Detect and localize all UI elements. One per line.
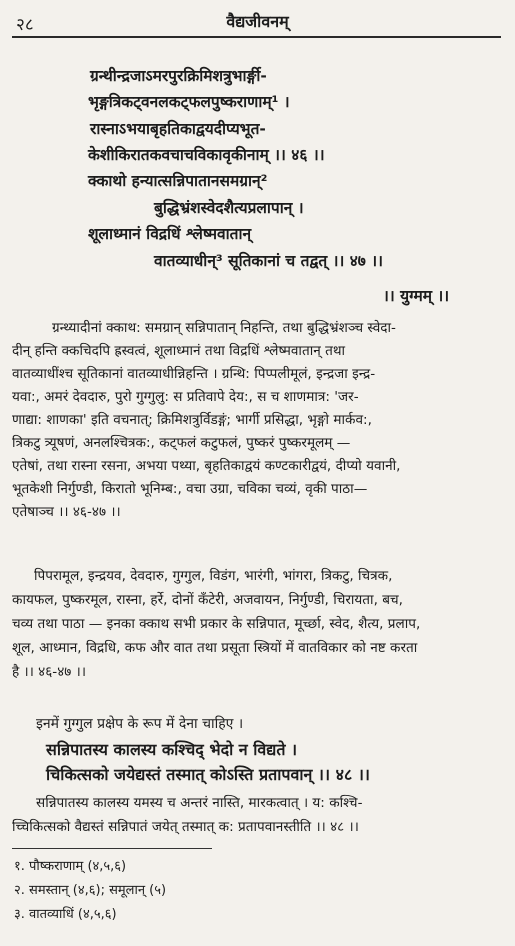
footnote: २. समस्तान् (४,६); समूलान् (५) xyxy=(14,883,167,898)
verse-line: चिकित्सको जयेद्यस्तं तस्मात् कोऽस्ति प्रतापवान् ।। ४८ ।। xyxy=(46,765,370,784)
note-line: इनमें गुग्गुल प्रक्षेप के रूप में देना चाहिए । xyxy=(36,716,244,732)
hindi-line: शूल, आध्मान, विद्रधि, कफ और वात तथा प्रसूता स्त्रियों में वातविकार को नष्ट करता xyxy=(12,640,418,656)
header-rule xyxy=(12,36,501,38)
verse-line: ग्रन्थीन्द्रजाऽमरपुरक्रिमिशत्रुभार्ङ्गी- xyxy=(90,67,267,85)
verse-line: बुद्धिभ्रंशस्वेदशैत्यप्रलापान् । xyxy=(154,199,304,217)
commentary-line: दीन् हन्ति क्कचिदपि ह्रस्वत्वं, शूलाध्मानं तथा विद्रधिं श्लेष्मवातान् तथा xyxy=(12,343,346,359)
commentary-48 xyxy=(12,791,362,839)
commentary-line: च्चिकित्सको वैद्यस्तं सन्निपातं जयेत् तस्मात् क: प्रतापवानस्तीति ।। ४८ ।। xyxy=(12,819,359,835)
hindi-translation xyxy=(12,564,492,684)
running-title: वैद्यजीवनम् xyxy=(226,12,289,31)
commentary-line: सन्निपातस्य कालस्य यमस्य च अन्तरं नास्ति, मारकत्वात् । य: कश्चि- xyxy=(36,795,363,811)
hindi-line: कायफल, पुष्करमूल, रास्ना, हर्रे, दोनों कँटेरी, अजवायन, निर्गुण्डी, चिरायता, बच, xyxy=(12,592,403,608)
commentary-line: ग्रन्थ्यादीनां क्काथ: समग्रान् सन्निपातान् निहन्ति, तथा बुद्धिभ्रंशञ्च स्वेदा- xyxy=(52,320,396,336)
commentary-line: यवा:, अमरं देवदारु, पुरो गुग्गुलु: स प्रतिवापे देय:, स च शाणमात्र: 'जर- xyxy=(12,389,359,405)
verse-line: केशीकिरातकवचाचविकावृकीनाम् ।। ४६ ।। xyxy=(88,146,325,164)
verse-line: रास्नाऽभयाबृहतिकाद्वयदीप्यभूत- xyxy=(90,120,266,138)
verse-line: सन्निपातस्य कालस्य कश्चिद् भेदो न विद्यते । xyxy=(46,740,298,759)
commentary-line: एतेषां, तथा रास्ना रसना, अभया पथ्या, बृहतिकाद्वयं कण्टकारीद्वयं, दीप्यो यवानी, xyxy=(12,458,401,474)
hindi-line: चव्य तथा पाठा — इनका क्काथ सभी प्रकार के सन्निपात, मूर्च्छा, स्वेद, शैत्य, प्रलाप, xyxy=(12,616,421,632)
page-header xyxy=(0,0,515,38)
verse-line: वातव्याधीन्³ सूतिकानां च तद्वत् ।। ४७ ।। xyxy=(154,252,383,270)
verse-line: क्काथो हन्यात्सन्निपातानसमग्रान्² xyxy=(88,172,268,190)
hindi-line: है ।। ४६-४७ ।। xyxy=(12,664,86,680)
yugmam-label: ।। युग्मम् ।। xyxy=(383,287,450,305)
footnote: १. पौष्कराणाम् (४,५,६) xyxy=(14,859,127,874)
commentary-line: णाद्या: शाणका' इति वचनात्; क्रिमिशत्रुर्विडङ्गं; भार्गी प्रसिद्धा, भृङ्गो मार्कव:, xyxy=(12,412,372,428)
commentary-line: भूतकेशी निर्गुण्डी, किरातो भूनिम्ब:, वचा उग्रा, चविका चव्यं, वृकी पाठा— xyxy=(12,481,368,497)
page-number: २८ xyxy=(16,15,34,35)
footnote-rule xyxy=(12,848,212,849)
verse-line: भृङ्गत्रिकट्वनलकट्फलपुष्कराणाम्¹ । xyxy=(88,93,290,111)
commentary-line: त्रिकटु त्र्यूषणं, अनलश्चित्रक:, कट्फलं कटुफलं, पुष्करं पुष्करमूलम् — xyxy=(12,435,351,451)
verse-line: शूलाध्मानं विद्रधिं श्लेष्मवातान् xyxy=(88,225,252,243)
commentary-line: एतेषाञ्च ।। ४६-४७ ।। xyxy=(12,504,121,520)
sanskrit-commentary xyxy=(12,317,492,524)
commentary-line: वातव्याधींश्च सूतिकानां वातव्याधीन्निहन्ति । ग्रन्थि: पिप्पलीमूलं, इन्द्रजा इन्द्र- xyxy=(12,366,376,382)
hindi-line: पिपरामूल, इन्द्रयव, देवदारु, गुग्गुल, विडंग, भारंगी, भांगरा, त्रिकटु, चित्रक, xyxy=(34,568,393,584)
footnote: ३. वातव्याधिं (४,५,६) xyxy=(14,907,117,922)
